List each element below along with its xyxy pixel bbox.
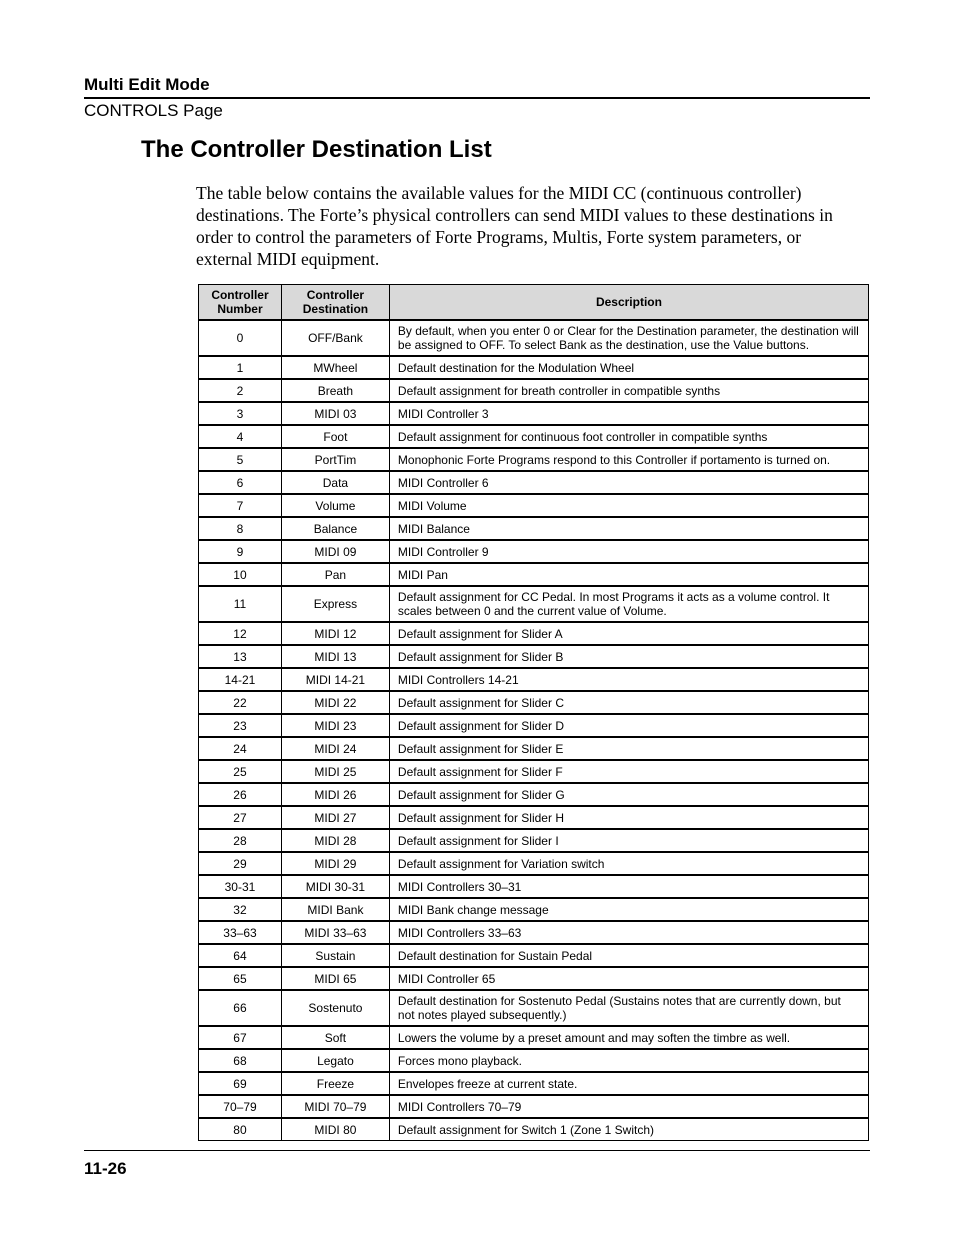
column-header-destination: Controller Destination [281,285,389,321]
cell-controller-destination: PortTim [281,448,389,471]
table-row [199,760,869,783]
cell-controller-destination: Breath [281,379,389,402]
table-row [199,1072,869,1095]
table-row [199,586,869,622]
cell-controller-destination: MIDI 65 [281,967,389,990]
cell-controller-destination: Legato [281,1049,389,1072]
section-title: Multi Edit Mode [84,75,210,94]
cell-controller-destination: MIDI 25 [281,760,389,783]
cell-description: Default assignment for breath controller in compatible synths [389,379,868,402]
cell-controller-destination: MIDI 24 [281,737,389,760]
cell-controller-number: 64 [199,944,282,967]
cell-description: Default assignment for Slider C [389,691,868,714]
cell-controller-destination: OFF/Bank [281,320,389,356]
cell-description: Default assignment for CC Pedal. In most Programs it acts as a volume control. It scales between 0 and the current value of Volume. [389,586,868,622]
table-row [199,691,869,714]
cell-description: Default destination for Sustain Pedal [389,944,868,967]
cell-controller-destination: MIDI 80 [281,1118,389,1141]
cell-controller-destination: Express [281,586,389,622]
cell-description: Monophonic Forte Programs respond to this Controller if portamento is turned on. [389,448,868,471]
table-row [199,645,869,668]
cell-description: MIDI Balance [389,517,868,540]
cell-controller-destination: MIDI 26 [281,783,389,806]
cell-description: Default assignment for Slider E [389,737,868,760]
cell-controller-destination: MIDI 28 [281,829,389,852]
cell-controller-number: 9 [199,540,282,563]
cell-controller-number: 7 [199,494,282,517]
table-row [199,829,869,852]
cell-description: Default assignment for Switch 1 (Zone 1 Switch) [389,1118,868,1141]
cell-description: Default assignment for Variation switch [389,852,868,875]
cell-controller-destination: Freeze [281,1072,389,1095]
cell-controller-number: 22 [199,691,282,714]
cell-controller-number: 13 [199,645,282,668]
cell-controller-destination: MIDI 23 [281,714,389,737]
cell-description: MIDI Controllers 70–79 [389,1095,868,1118]
cell-controller-destination: Sostenuto [281,990,389,1026]
table-row [199,783,869,806]
cell-controller-destination: MIDI 27 [281,806,389,829]
cell-controller-destination: MIDI 12 [281,622,389,645]
cell-controller-number: 4 [199,425,282,448]
cell-description: Envelopes freeze at current state. [389,1072,868,1095]
table-row [199,1118,869,1141]
cell-description: MIDI Controller 3 [389,402,868,425]
cell-controller-number: 69 [199,1072,282,1095]
cell-controller-destination: MIDI 09 [281,540,389,563]
table-row [199,320,869,356]
intro-paragraph: The table below contains the available values for the MIDI CC (continuous controller) destinations. The Forte’s physical controllers can send MIDI values to these destinations in order to control the parameters of Forte Programs, Multis, Forte system parameters, or external MIDI equipment. [196,183,833,269]
cell-controller-destination: Soft [281,1026,389,1049]
cell-controller-destination: MIDI 33–63 [281,921,389,944]
table-row [199,944,869,967]
table-row [199,402,869,425]
cell-controller-number: 67 [199,1026,282,1049]
cell-description: MIDI Controller 65 [389,967,868,990]
table-row [199,540,869,563]
cell-controller-number: 80 [199,1118,282,1141]
cell-description: MIDI Volume [389,494,868,517]
table-row [199,563,869,586]
cell-description: Default assignment for Slider F [389,760,868,783]
cell-description: Default assignment for Slider H [389,806,868,829]
cell-controller-number: 70–79 [199,1095,282,1118]
table-row [199,967,869,990]
cell-controller-number: 27 [199,806,282,829]
cell-controller-number: 30-31 [199,875,282,898]
controller-destination-table [198,284,869,1141]
table-row [199,425,869,448]
table-row [199,921,869,944]
table-row [199,379,869,402]
cell-controller-number: 24 [199,737,282,760]
cell-controller-number: 12 [199,622,282,645]
cell-controller-number: 2 [199,379,282,402]
table-row [199,517,869,540]
subsection-title: CONTROLS Page [84,101,223,120]
table-row [199,668,869,691]
table-row [199,471,869,494]
table-row [199,1026,869,1049]
cell-controller-number: 1 [199,356,282,379]
column-header-number: Controller Number [199,285,282,321]
table-row [199,494,869,517]
table-row [199,1049,869,1072]
table-row [199,898,869,921]
cell-controller-destination: MIDI 14-21 [281,668,389,691]
cell-controller-number: 3 [199,402,282,425]
header-rule [84,97,870,99]
cell-controller-number: 28 [199,829,282,852]
cell-controller-number: 6 [199,471,282,494]
cell-controller-number: 33–63 [199,921,282,944]
page-title: The Controller Destination List [141,136,492,163]
cell-controller-number: 29 [199,852,282,875]
table-row [199,622,869,645]
cell-description: Default assignment for Slider A [389,622,868,645]
cell-description: By default, when you enter 0 or Clear for the Destination parameter, the destination will be assigned to OFF. To select Bank as the destination, use the Value buttons. [389,320,868,356]
cell-controller-destination: MWheel [281,356,389,379]
cell-description: MIDI Controllers 30–31 [389,875,868,898]
cell-controller-destination: MIDI 30-31 [281,875,389,898]
cell-controller-number: 0 [199,320,282,356]
cell-description: Default assignment for continuous foot controller in compatible synths [389,425,868,448]
cell-controller-number: 68 [199,1049,282,1072]
cell-description: Default assignment for Slider I [389,829,868,852]
table-row [199,448,869,471]
cell-description: MIDI Controller 6 [389,471,868,494]
cell-controller-destination: Data [281,471,389,494]
cell-description: Default destination for Sostenuto Pedal (Sustains notes that are currently down, but not notes played subsequently.) [389,990,868,1026]
cell-description: Default assignment for Slider B [389,645,868,668]
table-row [199,356,869,379]
cell-controller-number: 25 [199,760,282,783]
cell-controller-destination: MIDI 03 [281,402,389,425]
page-number: 11-26 [84,1159,127,1178]
table-body [199,320,869,1141]
table-header-row [199,285,869,321]
cell-controller-number: 10 [199,563,282,586]
cell-controller-destination: Volume [281,494,389,517]
cell-controller-destination: MIDI 70–79 [281,1095,389,1118]
cell-controller-number: 14-21 [199,668,282,691]
cell-description: Default assignment for Slider D [389,714,868,737]
cell-controller-number: 66 [199,990,282,1026]
cell-description: Default destination for the Modulation Wheel [389,356,868,379]
cell-controller-destination: MIDI Bank [281,898,389,921]
cell-controller-destination: MIDI 29 [281,852,389,875]
footer-rule [84,1150,870,1151]
cell-description: Default assignment for Slider G [389,783,868,806]
table-row [199,806,869,829]
cell-description: MIDI Bank change message [389,898,868,921]
table-row [199,875,869,898]
table-row [199,852,869,875]
cell-controller-number: 5 [199,448,282,471]
cell-description: MIDI Controllers 33–63 [389,921,868,944]
cell-description: MIDI Pan [389,563,868,586]
table-row [199,1095,869,1118]
cell-controller-number: 65 [199,967,282,990]
cell-controller-number: 32 [199,898,282,921]
table-row [199,990,869,1026]
cell-controller-number: 23 [199,714,282,737]
cell-controller-number: 11 [199,586,282,622]
cell-controller-destination: MIDI 22 [281,691,389,714]
cell-controller-number: 26 [199,783,282,806]
table-row [199,737,869,760]
cell-controller-destination: Sustain [281,944,389,967]
cell-controller-number: 8 [199,517,282,540]
cell-controller-destination: Pan [281,563,389,586]
cell-description: MIDI Controller 9 [389,540,868,563]
cell-controller-destination: Foot [281,425,389,448]
column-header-description: Description [389,285,868,321]
table-row [199,714,869,737]
cell-description: Forces mono playback. [389,1049,868,1072]
page-header [84,74,870,122]
cell-description: MIDI Controllers 14-21 [389,668,868,691]
cell-controller-destination: Balance [281,517,389,540]
cell-controller-destination: MIDI 13 [281,645,389,668]
cell-description: Lowers the volume by a preset amount and may soften the timbre as well. [389,1026,868,1049]
